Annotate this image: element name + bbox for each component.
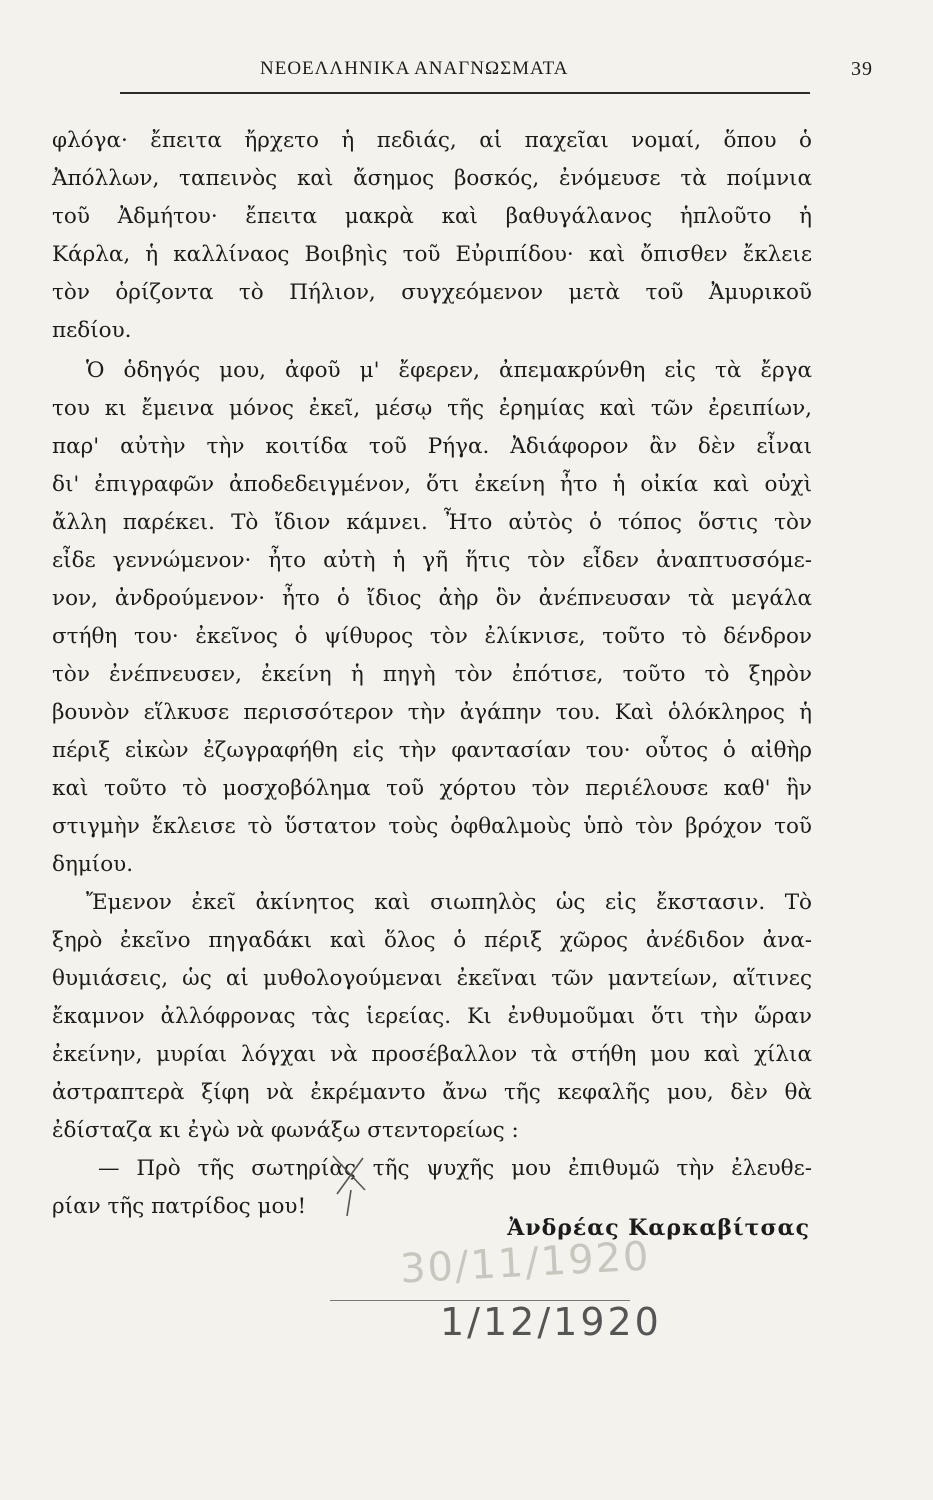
handwritten-cross-mark [325,1150,375,1220]
text-line: στιγμὴν ἔκλεισε τὸ ὕστατον τοὺς ὀφθαλμοὺς ὑπὸ τὸν βρόχον τοῦ [52,814,812,839]
text-line: ἐκείνην, μυρίαι λόγχαι νὰ προσέβαλλον τὰ στήθη μου καὶ χίλια [52,1042,812,1067]
text-line: ξηρὸ ἐκεῖνο πηγαδάκι καὶ ὅλος ὁ πέριξ χῶρος ἀνέδιδον ἀνα- [52,928,812,953]
text-line: τοῦ Ἀδμήτου· ἔπειτα μακρὰ καὶ βαθυγάλανος ἡπλοῦτο ἡ [52,204,812,229]
text-line: δι' ἐπιγραφῶν ἀποδεδειγμένον, ὅτι ἐκείνη ἦτο ἡ οἰκία καὶ οὐχὶ [52,472,812,497]
text-line: στήθη του· ἐκεῖνος ὁ ψίθυρος τὸν ἐλίκνισε, τοῦτο τὸ δένδρον [52,624,812,649]
text-line: Ὁ ὁδηγός μου, ἀφοῦ μ' ἔφερεν, ἀπεμακρύνθη εἰς τὰ ἔργα [86,358,812,383]
text-line: εἶδε γεννώμενον· ἦτο αὐτὴ ἡ γῆ ἥτις τὸν εἶδεν ἀναπτυσσόμε- [52,548,812,573]
author-signature: Ἀνδρέας Καρκαβίτσας [507,1215,810,1241]
handwritten-date-faint: 30/11/1920 [398,1233,652,1293]
text-line: — Πρὸ τῆς σωτηρίας τῆς ψυχῆς μου ἐπιθυμῶ τὴν ἐλευθε- [98,1156,812,1181]
text-line: θυμιάσεις, ὡς αἱ μυθολογούμεναι ἐκεῖναι τῶν μαντείων, αἵτινες [52,966,812,991]
text-line: ἄλλη παρέκει. Τὸ ἴδιον κάμνει. Ἦτο αὐτὸς ὁ τόπος ὅστις τὸν [52,510,812,535]
text-line: Κάρλα, ἡ καλλίναος Βοιβηὶς τοῦ Εὐριπίδου· καὶ ὄπισθεν ἔκλειε [52,242,812,267]
text-line: παρ' αὐτὴν τὴν κοιτίδα τοῦ Ρήγα. Ἀδιάφορον ἂν δὲν εἶναι [52,434,812,459]
text-line: Ἀπόλλων, ταπεινὸς καὶ ἄσημος βοσκός, ἐνόμευσε τὰ ποίμνια [52,166,812,191]
text-line: τὸν ὁρίζοντα τὸ Πήλιον, συγχεόμενον μετὰ τοῦ Ἀμυρικοῦ [52,280,812,305]
text-line: βουνὸν εἵλκυσε περισσότερον τὴν ἀγάπην του. Καὶ ὁλόκληρος ἡ [52,700,812,725]
text-line: ἔκαμνον ἀλλόφρονας τὰς ἱερείας. Κι ἐνθυμοῦμαι ὅτι τὴν ὥραν [52,1004,812,1029]
text-line: ἀστραπτερὰ ξίφη νὰ ἐκρέμαντο ἄνω τῆς κεφαλῆς μου, δὲν θὰ [52,1080,812,1105]
text-line: του κι ἔμεινα μόνος ἐκεῖ, μέσῳ τῆς ἐρημίας καὶ τῶν ἐρειπίων, [52,396,812,421]
text-line: ἐδίσταζα κι ἐγὼ νὰ φωνάξω στεντορείως : [52,1118,519,1143]
running-title: ΝΕΟΕΛΛΗΝΙΚΑ ΑΝΑΓΝΩΣΜΑΤΑ [260,58,569,79]
text-line: δημίου. [52,852,134,877]
text-line: πέριξ εἰκὼν ἐζωγραφήθη εἰς τὴν φαντασίαν του· οὗτος ὁ αἰθὴρ [52,738,812,763]
text-line: καὶ τοῦτο τὸ μοσχοβόλημα τοῦ χόρτου τὸν περιέλουσε καθ' ἣν [52,776,812,801]
handwritten-date-ink: 1/12/1920 [440,1300,662,1344]
text-line: νον, ἀνδρούμενον· ἦτο ὁ ἴδιος ἀὴρ ὃν ἀνέπνευσαν τὰ μεγάλα [52,586,812,611]
text-line: τὸν ἐνέπνευσεν, ἐκείνη ἡ πηγὴ τὸν ἐπότισε, τοῦτο τὸ ξηρὸν [52,662,812,687]
text-line: ρίαν τῆς πατρίδος μου! [52,1194,307,1219]
text-line: φλόγα· ἔπειτα ἤρχετο ἡ πεδιάς, αἱ παχεῖαι νομαί, ὅπου ὁ [52,128,812,153]
text-line: πεδίου. [52,318,132,343]
page-number: 39 [851,58,873,80]
text-line: Ἔμενον ἐκεῖ ἀκίνητος καὶ σιωπηλὸς ὡς εἰς ἔκστασιν. Τὸ [86,890,812,915]
